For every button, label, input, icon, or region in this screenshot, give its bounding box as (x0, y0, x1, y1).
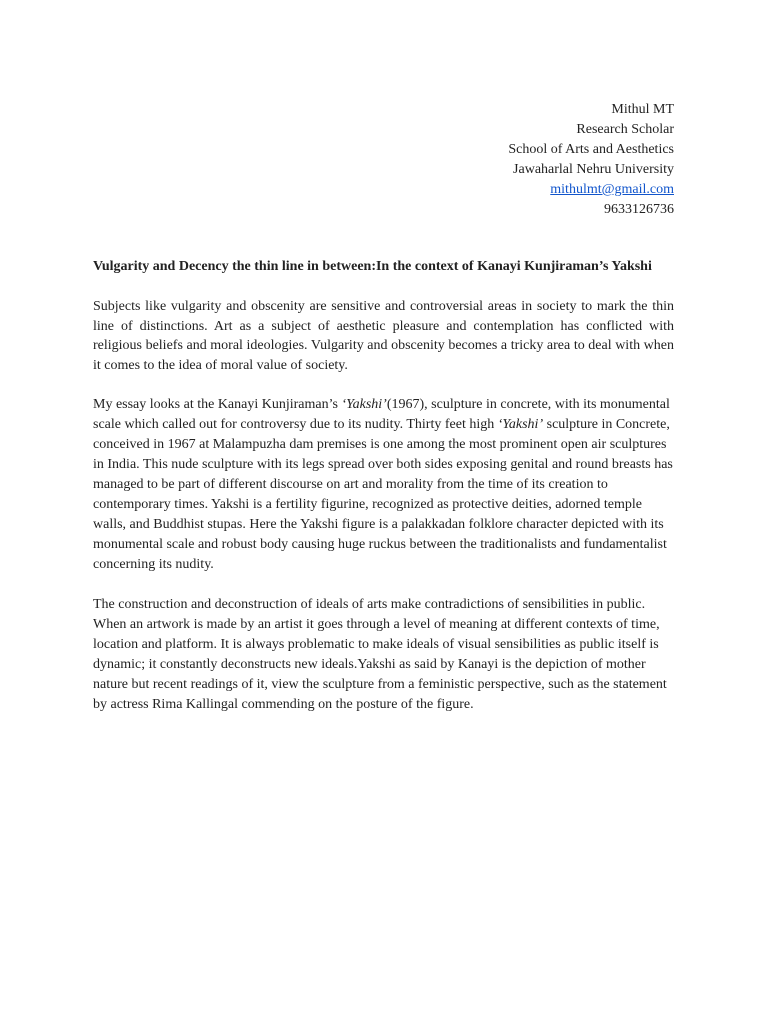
yakshi-title-italic-1: ‘Yakshi’ (341, 397, 387, 413)
paragraph-1: Subjects like vulgarity and obscenity are sensitive and controversial areas in society to mark the thin line of distinctions. Art as a subject of aesthetic pleasure and contemplation has conflicted with religious beliefs and moral ideologies. Vulgarity and obscenity becomes a tricky area to deal with when it comes to the idea of moral value of society. (93, 299, 674, 373)
author-name: Mithul MT (611, 102, 674, 117)
paragraph-2-text-c: (1967), sculpture in concrete, with its monumental scale which called out for controversy due to its nudity. Thirty feet high (93, 397, 670, 433)
paragraph-2-text-a: My essay looks at the Kanayi Kunjiraman’s (93, 397, 342, 413)
paragraph-2-text-e: sculpture in Concrete, conceived in 1967 at Malampuzha dam premises is one among the most prominent open air sculptures in India. This nude sculpture with its legs spread over both sides exposing genital and round breasts has managed to be part of different discourse on art and morality from the time of its creation to contemporary times. Yakshi is a fertility figurine, recognized as protective deities, adorned temple walls, and Buddhist stupas. Here the Yakshi figure is a palakkadan folklore character depicted with its monumental scale and robust body causing huge ruckus between the traditionalists and fundamentalist concerning its nudity. (93, 417, 673, 573)
author-phone: 9633126736 (604, 202, 674, 217)
author-email-link[interactable]: mithulmt@gmail.com (550, 182, 674, 197)
essay-title: Vulgarity and Decency the thin line in between:In the context of Kanayi Kunjiraman’s Yakshi (93, 259, 652, 274)
paragraph-2 (93, 395, 674, 575)
document-body (93, 257, 674, 735)
author-school: School of Arts and Aesthetics (508, 142, 674, 157)
author-block (508, 100, 674, 220)
author-university: Jawaharlal Nehru University (513, 162, 674, 177)
author-role: Research Scholar (576, 122, 674, 137)
paragraph-3: The construction and deconstruction of ideals of arts make contradictions of sensibilities in public. When an artwork is made by an artist it goes through a level of meaning at different contexts of time, location and platform. It is always problematic to make ideals of visual sensibilities as public itself is dynamic; it constantly deconstructs new ideals.Yakshi as said by Kanayi is the depiction of mother nature but recent readings of it, view the sculpture from a feministic perspective, such as the statement by actress Rima Kallingal commending on the posture of the figure. (93, 597, 667, 713)
yakshi-title-italic-2: ‘Yakshi’ (497, 417, 544, 433)
